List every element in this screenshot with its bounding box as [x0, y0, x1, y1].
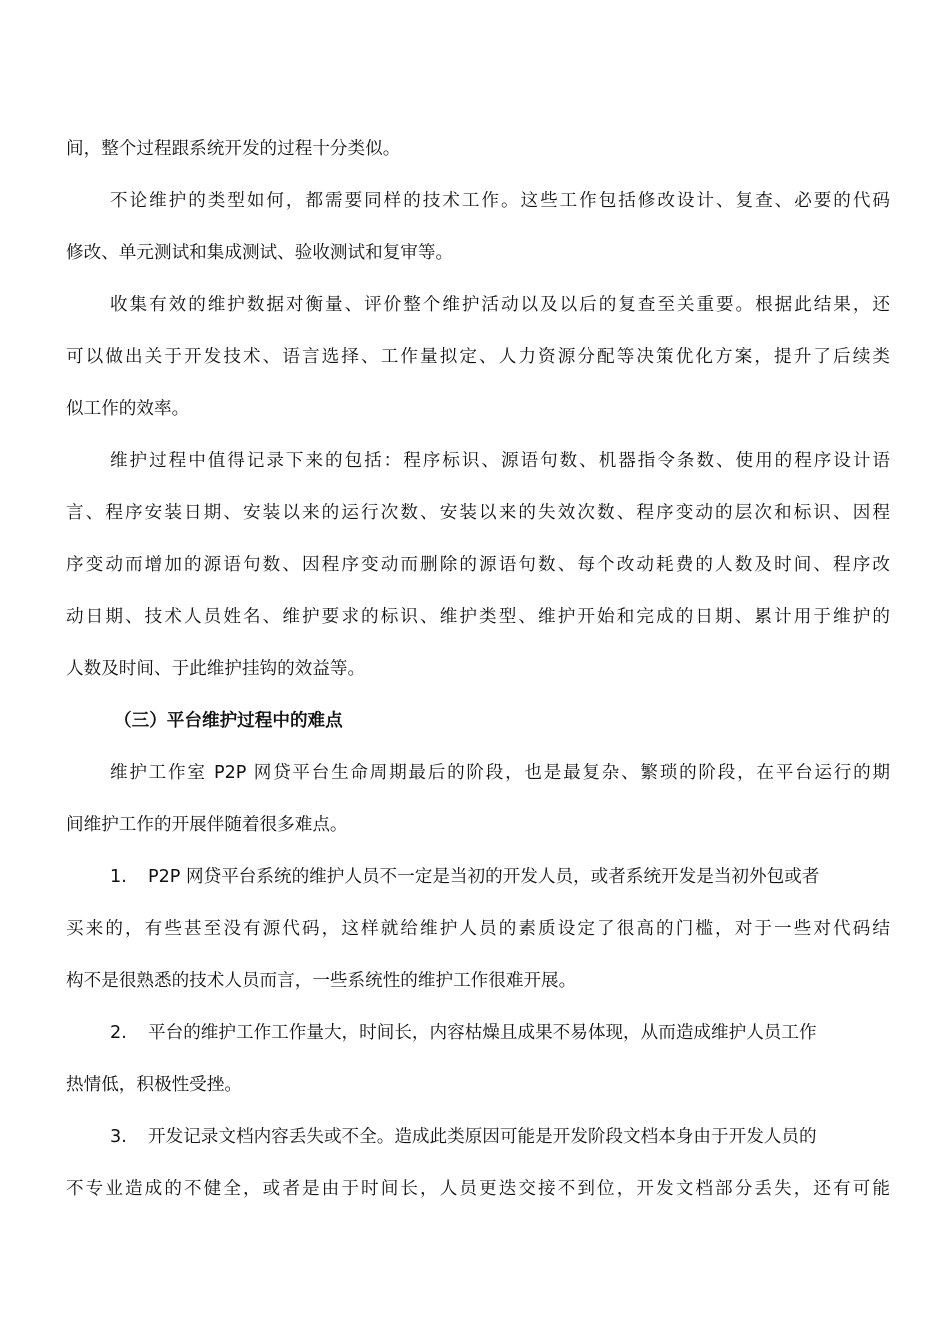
paragraph-line: 动日期、技术人员姓名、维护要求的标识、维护类型、维护开始和完成的日期、累计用于维护的	[66, 607, 890, 627]
list-item-2-first-line	[110, 1022, 890, 1044]
paragraph-line: 买来的，有些甚至没有源代码，这样就给维护人员的素质设定了很高的门槛，对于一些对代码结	[66, 919, 890, 939]
paragraph-line: 构不是很熟悉的技术人员而言，一些系统性的维护工作很难开展。	[66, 971, 577, 991]
paragraph-line: 间维护工作的开展伴随着很多难点。	[66, 815, 348, 835]
list-item-text: P2P 网贷平台系统的维护人员不一定是当初的开发人员，或者系统开发是当初外包或者	[148, 867, 820, 887]
paragraph-line: 维护过程中值得记录下来的包括：程序标识、源语句数、机器指令条数、使用的程序设计语	[110, 451, 890, 471]
list-item-1-first-line	[110, 866, 890, 888]
section-heading: （三）平台维护过程中的难点	[114, 711, 343, 731]
paragraph-line: 维护工作室 P2P 网贷平台生命周期最后的阶段，也是最复杂、繁琐的阶段，在平台运行的期	[110, 763, 890, 783]
paragraph-line: 不论维护的类型如何，都需要同样的技术工作。这些工作包括修改设计、复查、必要的代码	[110, 191, 890, 211]
list-item-text: 平台的维护工作工作量大，时间长，内容枯燥且成果不易体现，从而造成维护人员工作	[148, 1023, 817, 1043]
paragraph-line: 序变动而增加的源语句数、因程序变动而删除的源语句数、每个改动耗费的人数及时间、程序改	[66, 555, 890, 575]
list-number: 3.	[110, 1127, 127, 1147]
paragraph-line: 收集有效的维护数据对衡量、评价整个维护活动以及以后的复查至关重要。根据此结果，还	[110, 295, 890, 315]
list-item-3-first-line	[110, 1126, 890, 1148]
list-number: 1.	[110, 867, 127, 887]
paragraph-line: 言、程序安装日期、安装以来的运行次数、安装以来的失效次数、程序变动的层次和标识、因程	[66, 503, 890, 523]
paragraph-line: 似工作的效率。	[66, 399, 190, 419]
paragraph-line: 人数及时间、于此维护挂钩的效益等。	[66, 659, 366, 679]
paragraph-line: 可以做出关于开发技术、语言选择、工作量拟定、人力资源分配等决策优化方案，提升了后续类	[66, 347, 890, 367]
paragraph-line: 间，整个过程跟系统开发的过程十分类似。	[66, 139, 401, 159]
list-number: 2.	[110, 1023, 127, 1043]
paragraph-line: 修改、单元测试和集成测试、验收测试和复审等。	[66, 243, 454, 263]
paragraph-line: 热情低，积极性受挫。	[66, 1075, 242, 1095]
list-item-text: 开发记录文档内容丢失或不全。造成此类原因可能是开发阶段文档本身由于开发人员的	[148, 1127, 817, 1147]
paragraph-line: 不专业造成的不健全，或者是由于时间长，人员更迭交接不到位，开发文档部分丢失，还有可能	[66, 1179, 890, 1199]
